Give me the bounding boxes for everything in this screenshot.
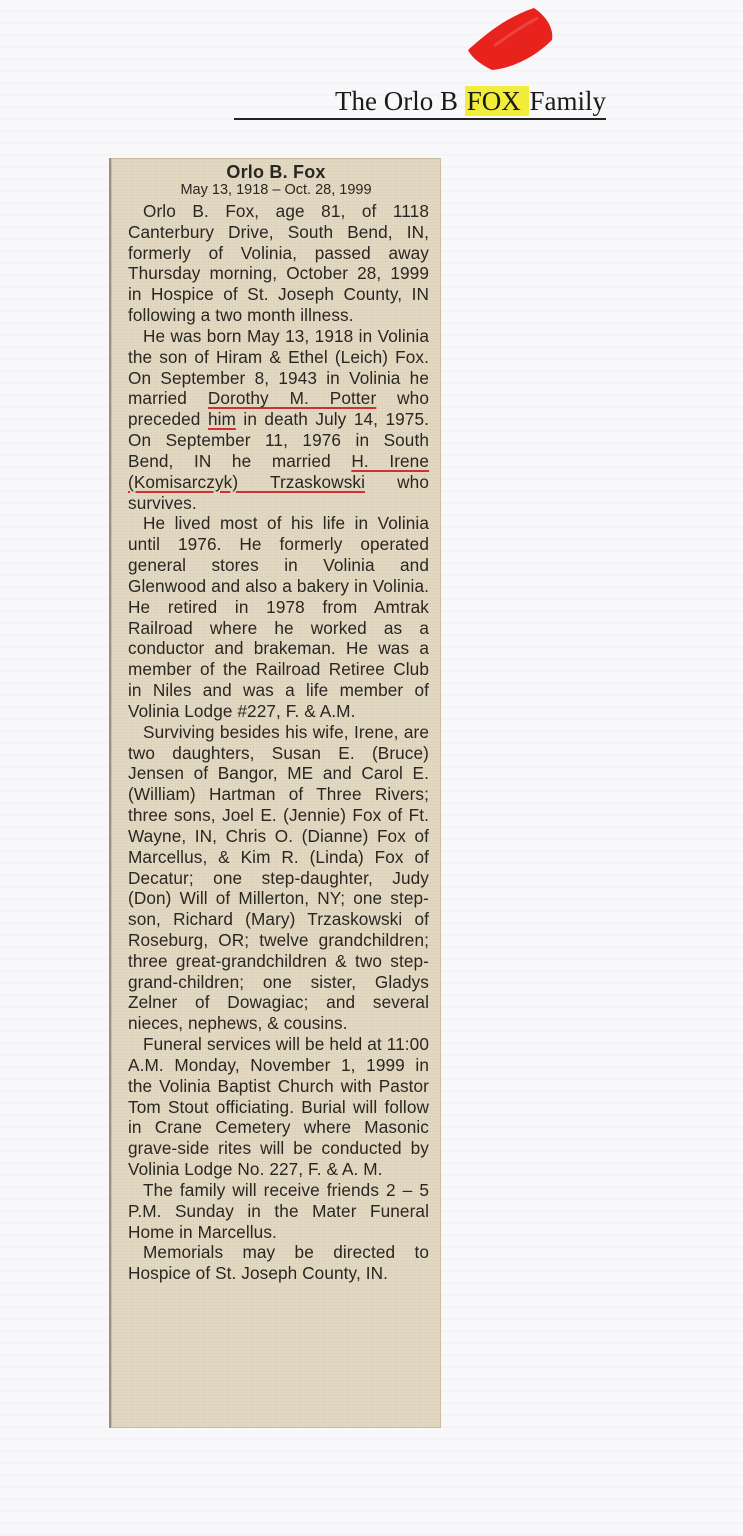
obituary-paragraph-birth-marriage <box>128 326 429 513</box>
red-tab-sticker-icon <box>464 6 556 70</box>
obituary-paragraph-visitation: The family will receive friends 2 – 5 P.M. Sunday in the Mater Funeral Home in Marcellus. <box>128 1179 429 1242</box>
obituary-title: Orlo B. Fox <box>226 162 326 182</box>
survives-text: who survives. <box>128 471 429 513</box>
second-marriage-text: in death July 14, 1975. On September 11, 1976 in South Bend, IN he married <box>128 409 429 471</box>
underlined-him: him <box>207 409 236 430</box>
page-title-suffix: Family <box>529 86 606 116</box>
clipping-edge <box>109 158 111 1428</box>
preceded-text: who preceded <box>128 388 429 430</box>
obituary-paragraph-memorials: Memorials may be directed to Hospice of St. Joseph County, IN. <box>128 1242 429 1284</box>
obituary-paragraph-survivors: Surviving besides his wife, Irene, are two daughters, Susan E. (Bruce) Jensen of Bangor, ME and Carol E. (William) Hartman of Three Rivers; three sons, Joel E. (Jennie) Fox of Ft. Wayne, IN, Chris O. (Dianne) Fox of Marcellus, & Kim R. (Linda) Fox of Decatur; one step-daughter, Judy (Don) Will of Millerton, NY; one step-son, Richard (Mary) Trzaskowski of Roseburg, OR; twelve grandchildren; three great-grandchildren & two step-grand-children; one sister, Gladys Zelner of Dowagiac; and several nieces, nephews, & cousins. <box>128 721 429 1034</box>
page-title <box>234 84 606 120</box>
obituary-clipping <box>111 158 441 1428</box>
page-title-prefix: The Orlo B <box>334 86 465 116</box>
underlined-name-dorothy: Dorothy M. Potter <box>207 388 377 409</box>
obituary-paragraph-funeral: Funeral services will be held at 11:00 A.M. Monday, November 1, 1999 in the Volinia Baptist Church with Pastor Tom Stout officiating. Burial will follow in Crane Cemetery where Masonic grave-side rites will be conducted by Volinia Lodge No. 227, F. & A. M. <box>128 1034 429 1180</box>
underlined-name-irene: H. Irene (Komisarczyk) Trzaskowski <box>128 450 429 492</box>
birth-text: He was born May 13, 1918 in Volinia the son of Hiram & Ethel (Leich) Fox. On September 8, 1943 in Volinia he married <box>128 325 429 409</box>
obituary-paragraph-career: He lived most of his life in Volinia until 1976. He formerly operated general stores in Volinia and Glenwood and also a bakery in Volinia. He retired in 1978 from Amtrak Railroad where he worked as a conductor and brakeman. He was a member of the Railroad Retiree Club in Niles and was a life member of Volinia Lodge #227, F. & A.M. <box>128 513 429 721</box>
obituary-dates: May 13, 1918 – Oct. 28, 1999 <box>180 182 372 198</box>
page-title-highlight: FOX <box>466 86 528 116</box>
obituary-paragraph-death: Orlo B. Fox, age 81, of 1118 Canterbury Drive, South Bend, IN, formerly of Volinia, passed away Thursday morning, October 28, 1999 in Hospice of St. Joseph County, IN following a two month illness. <box>128 201 429 326</box>
